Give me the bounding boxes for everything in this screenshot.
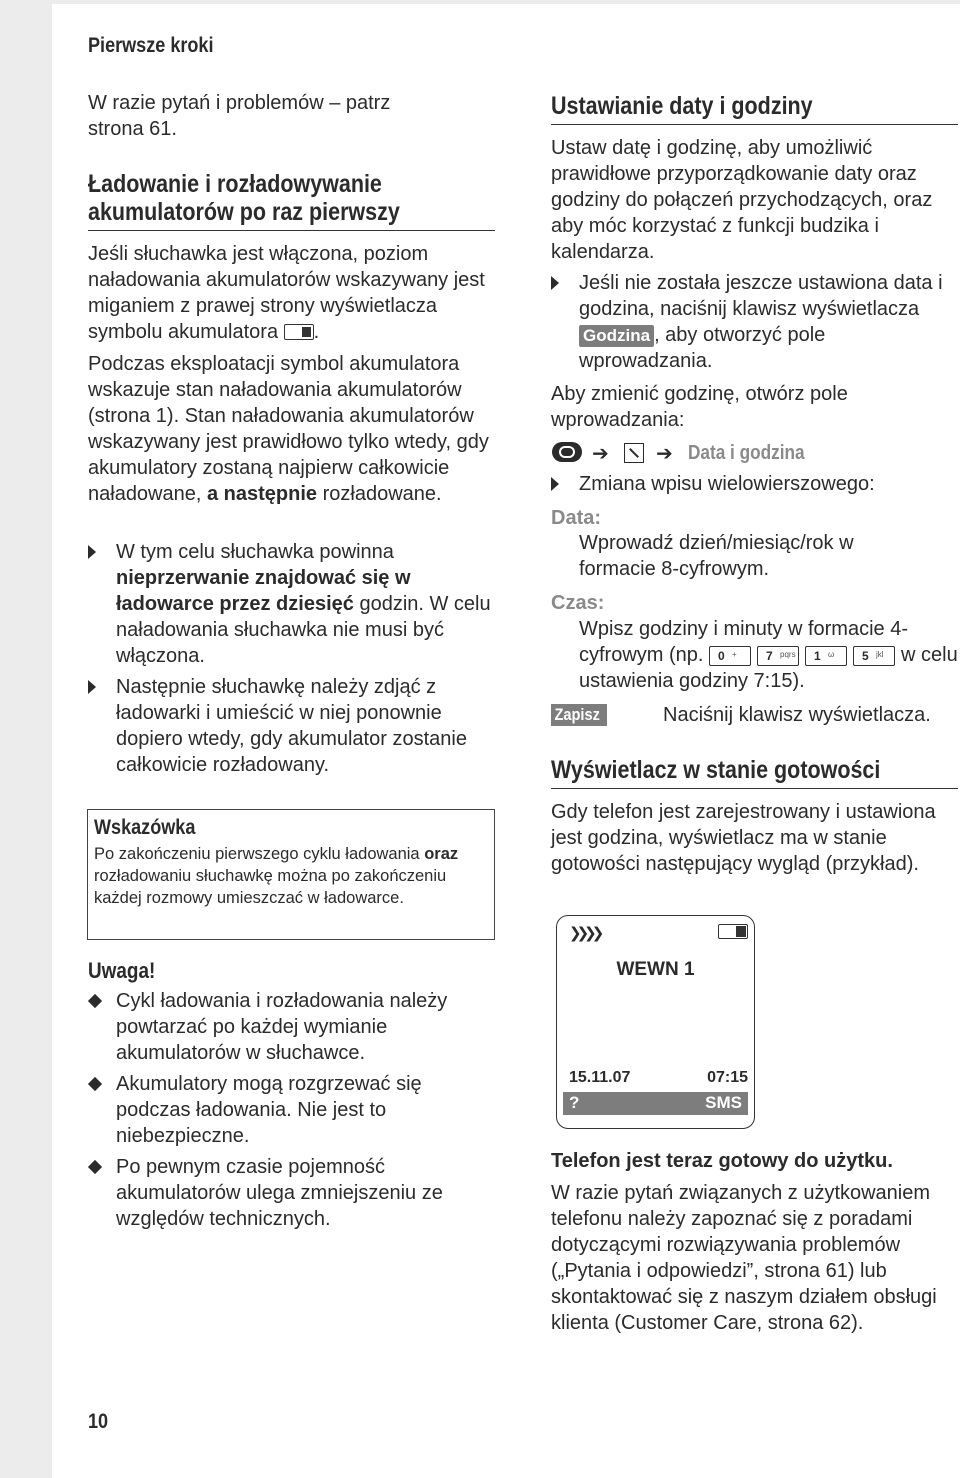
charging-title-line2: akumulatorów po raz pierwszy bbox=[88, 198, 400, 226]
intro-text: W razie pytań i problemów – patrz strona 61. bbox=[88, 92, 391, 140]
datetime-step2-text: Zmiana wpisu wielowierszowego: bbox=[579, 473, 875, 495]
warning-item-text: Cykl ładowania i rozładowania należy powtarzać po każdej wymianie akumulatorów w słuchawce. bbox=[116, 990, 448, 1064]
idle-title: Wyświetlacz w stanie gotowości bbox=[551, 756, 881, 784]
warning-item-text: Akumulatory mogą rozgrzewać się podczas ładowania. Nie jest to niebezpieczne. bbox=[116, 1073, 422, 1147]
step-arrow-icon bbox=[551, 276, 559, 290]
charging-p2-c: rozładowane. bbox=[322, 483, 442, 505]
note-text-c: rozładowaniu słuchawkę można po zakończeniu każdej rozmowy umieszczać w ładowarce. bbox=[94, 867, 447, 907]
menu-key-icon bbox=[552, 442, 582, 462]
warning-item bbox=[88, 1071, 495, 1149]
czas-label: Czas: bbox=[551, 592, 605, 614]
signal-strength-icon: ❯❯❯❯ bbox=[569, 924, 600, 942]
screen-time: 07:15 bbox=[707, 1069, 748, 1086]
step1-text-c: godzin. W celu naładowania słuchawka nie musi być włączona. bbox=[116, 593, 491, 667]
step1-text-bold: nieprzerwanie znajdować się w ładowarce przez dziesięć bbox=[116, 567, 411, 615]
czas-text-b: w celu ustawienia godziny 7:15). bbox=[579, 644, 958, 692]
warning-item bbox=[88, 1154, 495, 1232]
note-text-a: Po zakończeniu pierwszego cyklu ładowania bbox=[94, 845, 420, 863]
idle-paragraph: Gdy telefon jest zarejestrowany i ustawiona jest godzina, wyświetlacz ma w stanie gotowości następujący wygląd (przykład). bbox=[551, 801, 936, 875]
datetime-step1-a: Jeśli nie została jeszcze ustawiona data i godzina, naciśnij klawisz wyświetlacza bbox=[579, 272, 943, 320]
left-softkey: ? bbox=[569, 1093, 580, 1112]
section-header: Pierwsze kroki bbox=[88, 34, 214, 57]
warning-item-text: Po pewnym czasie pojemność akumulatorów ulega zmniejszeniu ze względów technicznych. bbox=[116, 1156, 443, 1230]
key-0-icon: 0 + bbox=[709, 646, 751, 666]
menu-path bbox=[552, 440, 952, 466]
charging-p1-end: . bbox=[313, 321, 320, 343]
ready-text: Telefon jest teraz gotowy do użytku. bbox=[551, 1150, 893, 1172]
warning-title: Uwaga! bbox=[88, 958, 156, 983]
godzina-softkey: Godzina bbox=[579, 325, 654, 347]
datetime-paragraph-2: Aby zmienić godzinę, otwórz pole wprowadzania: bbox=[551, 383, 848, 431]
bullet-diamond-icon bbox=[88, 1077, 102, 1091]
handset-name: WEWN 1 bbox=[616, 959, 695, 980]
key-1-icon: 1 ω bbox=[805, 646, 847, 666]
zapisz-label: Zapisz bbox=[554, 705, 600, 724]
step1-text-a: W tym celu słuchawka powinna bbox=[116, 541, 394, 563]
charging-paragraph-2 bbox=[88, 351, 495, 507]
datetime-step-1 bbox=[551, 270, 958, 374]
charging-title-line1: Ładowanie i rozładowywanie bbox=[88, 170, 382, 198]
charging-p1-text: Jeśli słuchawka jest włączona, poziom naładowania akumulatorów wskazywany jest miganiem z prawej strony wyświetlacza symbolu akumulatora bbox=[88, 243, 485, 343]
charging-step-1 bbox=[88, 539, 495, 669]
battery-icon bbox=[284, 324, 314, 340]
warning-item bbox=[88, 988, 495, 1066]
czas-text-a: Wpisz godziny i minuty w formacie 4-cyfrowym (np. bbox=[579, 618, 908, 666]
arrow-right-icon: ➔ bbox=[656, 441, 673, 465]
title-rule bbox=[551, 124, 958, 125]
arrow-right-icon: ➔ bbox=[592, 441, 609, 465]
help-paragraph: W razie pytań związanych z użytkowaniem telefonu należy zapoznać się z poradami dotyczącymi rozwiązywania problemów („Pytania i odpowiedzi”, strona 61) lub skontaktować się z naszym działem obsługi klienta (Customer Care, strona 62). bbox=[551, 1182, 937, 1334]
bullet-diamond-icon bbox=[88, 994, 102, 1008]
title-rule bbox=[88, 230, 495, 231]
data-label: Data: bbox=[551, 507, 602, 529]
datetime-step-2 bbox=[551, 471, 958, 497]
step2-text: Następnie słuchawkę należy zdjąć z ładowarki i umieścić w niej ponownie dopiero wtedy, gdy akumulator zostanie całkowicie rozładowany. bbox=[116, 676, 467, 776]
key-5-icon: 5 jkl bbox=[853, 646, 895, 666]
charging-step-2 bbox=[88, 674, 495, 778]
softkey-bar bbox=[563, 1092, 748, 1115]
battery-icon bbox=[718, 924, 748, 939]
screen-date: 15.11.07 bbox=[569, 1069, 631, 1086]
zapisz-text: Naciśnij klawisz wyświetlacza. bbox=[663, 704, 931, 726]
step-arrow-icon bbox=[551, 477, 559, 491]
zapisz-softkey bbox=[551, 704, 607, 726]
step-arrow-icon bbox=[88, 680, 96, 694]
page-number: 10 bbox=[88, 1410, 109, 1433]
charging-p2-a: Podczas eksploatacji symbol akumulatora wskazuje stan naładowania akumulatorów (strona 1). Stan naładowania akumulatorów wskazywany jest prawidłowo tylko wtedy, gdy akumulatory zostaną najpierw całkowicie naładowane, bbox=[88, 353, 489, 505]
menu-path-label: Data i godzina bbox=[688, 442, 805, 464]
charging-p2-bold: a następnie bbox=[207, 483, 318, 505]
step-arrow-icon bbox=[88, 545, 96, 559]
note-title: Wskazówka bbox=[94, 816, 196, 839]
note-box bbox=[87, 809, 495, 940]
datetime-title: Ustawianie daty i godziny bbox=[551, 92, 813, 120]
datetime-paragraph: Ustaw datę i godzinę, aby umożliwić prawidłowe przyporządkowanie daty oraz godziny do połączeń przychodzących, oraz aby móc korzystać z funkcji budzika i kalendarza. bbox=[551, 137, 933, 263]
right-softkey: SMS bbox=[705, 1093, 742, 1112]
settings-menu-icon bbox=[624, 443, 644, 463]
datetime-step1-b: , aby otworzyć pole wprowadzania. bbox=[579, 324, 826, 372]
czas-text bbox=[579, 616, 958, 694]
bullet-diamond-icon bbox=[88, 1160, 102, 1174]
phone-screen bbox=[556, 915, 755, 1129]
note-text bbox=[94, 843, 486, 909]
title-rule bbox=[551, 788, 958, 789]
data-text: Wprowadź dzień/miesiąc/rok w formacie 8-cyfrowym. bbox=[579, 532, 854, 580]
note-text-bold: oraz bbox=[424, 845, 459, 863]
key-7-icon: 7 pqrs bbox=[757, 646, 799, 666]
charging-paragraph-1 bbox=[88, 241, 495, 345]
